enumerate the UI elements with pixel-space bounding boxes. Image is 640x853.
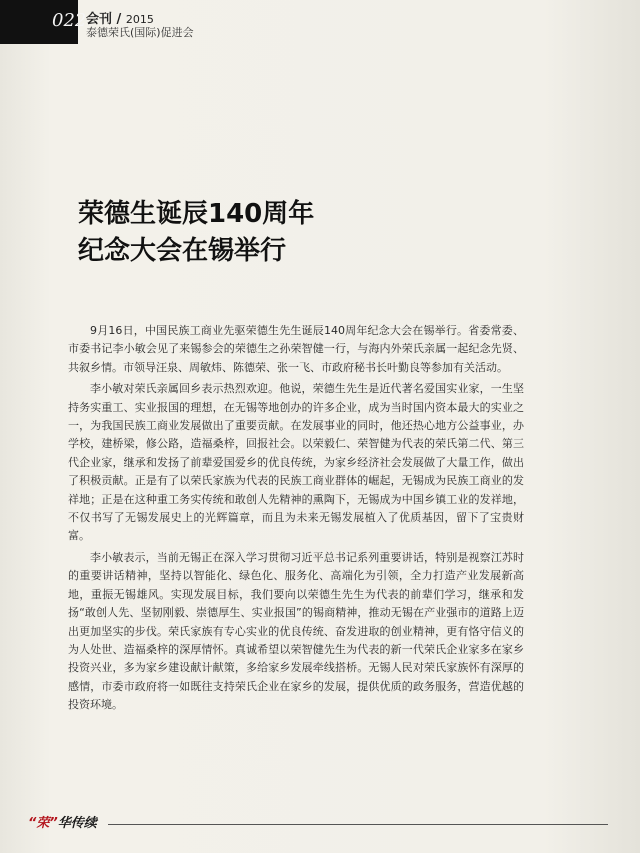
- footer-brand-highlight: “荣”: [28, 816, 58, 831]
- footer-brand-rest: 华传续: [57, 816, 97, 831]
- page-number-block: [0, 0, 87, 44]
- article-paragraph-1: 9月16日，中国民族工商业先驱荣德生先生诞辰140周年纪念大会在锡举行。省委常委、市委书记李小敏会见了来锡参会的荣德生之孙荣智健一行，与海内外荣氏亲属一起纪念先贤、共叙乡情。市领导汪泉、周敏炜、陈德荣、张一飞、市政府秘书长叶勤良等参加有关活动。: [68, 324, 524, 374]
- article-title: [78, 196, 498, 270]
- article-body: [68, 322, 524, 718]
- page-number: 022: [52, 10, 87, 31]
- article-title-line-2: 纪念大会在锡举行: [78, 236, 287, 266]
- organization-name: 泰德荣氏(国际)促进会: [86, 26, 194, 39]
- article-paragraph-2: 李小敏对荣氏亲属回乡表示热烈欢迎。他说，荣德生先生是近代著名爱国实业家，一生坚持务实重工、实业报国的理想，在无锡等地创办的许多企业，成为当时国内资本最大的实业之一，为我国民族工商业发展做出了重要贡献。在发展事业的同时，他还热心地方公益事业，办学校，建桥梁，修公路，造福桑梓，回报社会。以荣毅仁、荣智健为代表的荣氏第二代、第三代企业家，继承和发扬了前辈爱国爱乡的优良传统，为家乡经济社会发展做了大量工作，做出了积极贡献。正是有了以荣氏家族为代表的民族工商业群体的崛起，无锡成为民族工商业的发祥地；正是在这种重工务实传统和敢创人先精神的熏陶下，无锡成为中国乡镇工业的发祥地，不仅书写了无锡发展史上的光辉篇章，而且为未来无锡发展植入了优质基因，留下了宝贵财富。: [68, 382, 524, 543]
- magazine-year: 2015: [125, 13, 154, 26]
- article-title-line-1: 荣德生诞辰140周年: [78, 199, 315, 229]
- magazine-name: 会刊 / 2015: [86, 12, 154, 27]
- footer-divider: [108, 824, 608, 825]
- article-paragraph-3: 李小敏表示，当前无锡正在深入学习贯彻习近平总书记系列重要讲话，特别是视察江苏时的重要讲话精神，坚持以智能化、绿色化、服务化、高端化为引领，全力打造产业发展新高地，重振无锡雄风。实现发展目标，我们要向以荣德生先生为代表的前辈们学习，继承和发扬“敢创人先、坚韧刚毅、崇德厚生、实业报国”的锡商精神，推动无锡在产业强市的道路上迈出更加坚实的步伐。荣氏家族有专心实业的优良传统、奋发进取的创业精神，更有恪守信义的为人处世、造福桑梓的深厚情怀。真诚希望以荣智健先生为代表的新一代荣氏企业家多在家乡投资兴业，多为家乡建设献计献策，多给家乡发展牵线搭桥。无锡人民对荣氏家族怀有深厚的感情，市委市政府将一如既往支持荣氏企业在家乡的发展，提供优质的政务服务，营造优越的投资环境。: [68, 550, 524, 712]
- magazine-title: 会刊: [86, 12, 113, 27]
- footer-brand: [28, 812, 97, 831]
